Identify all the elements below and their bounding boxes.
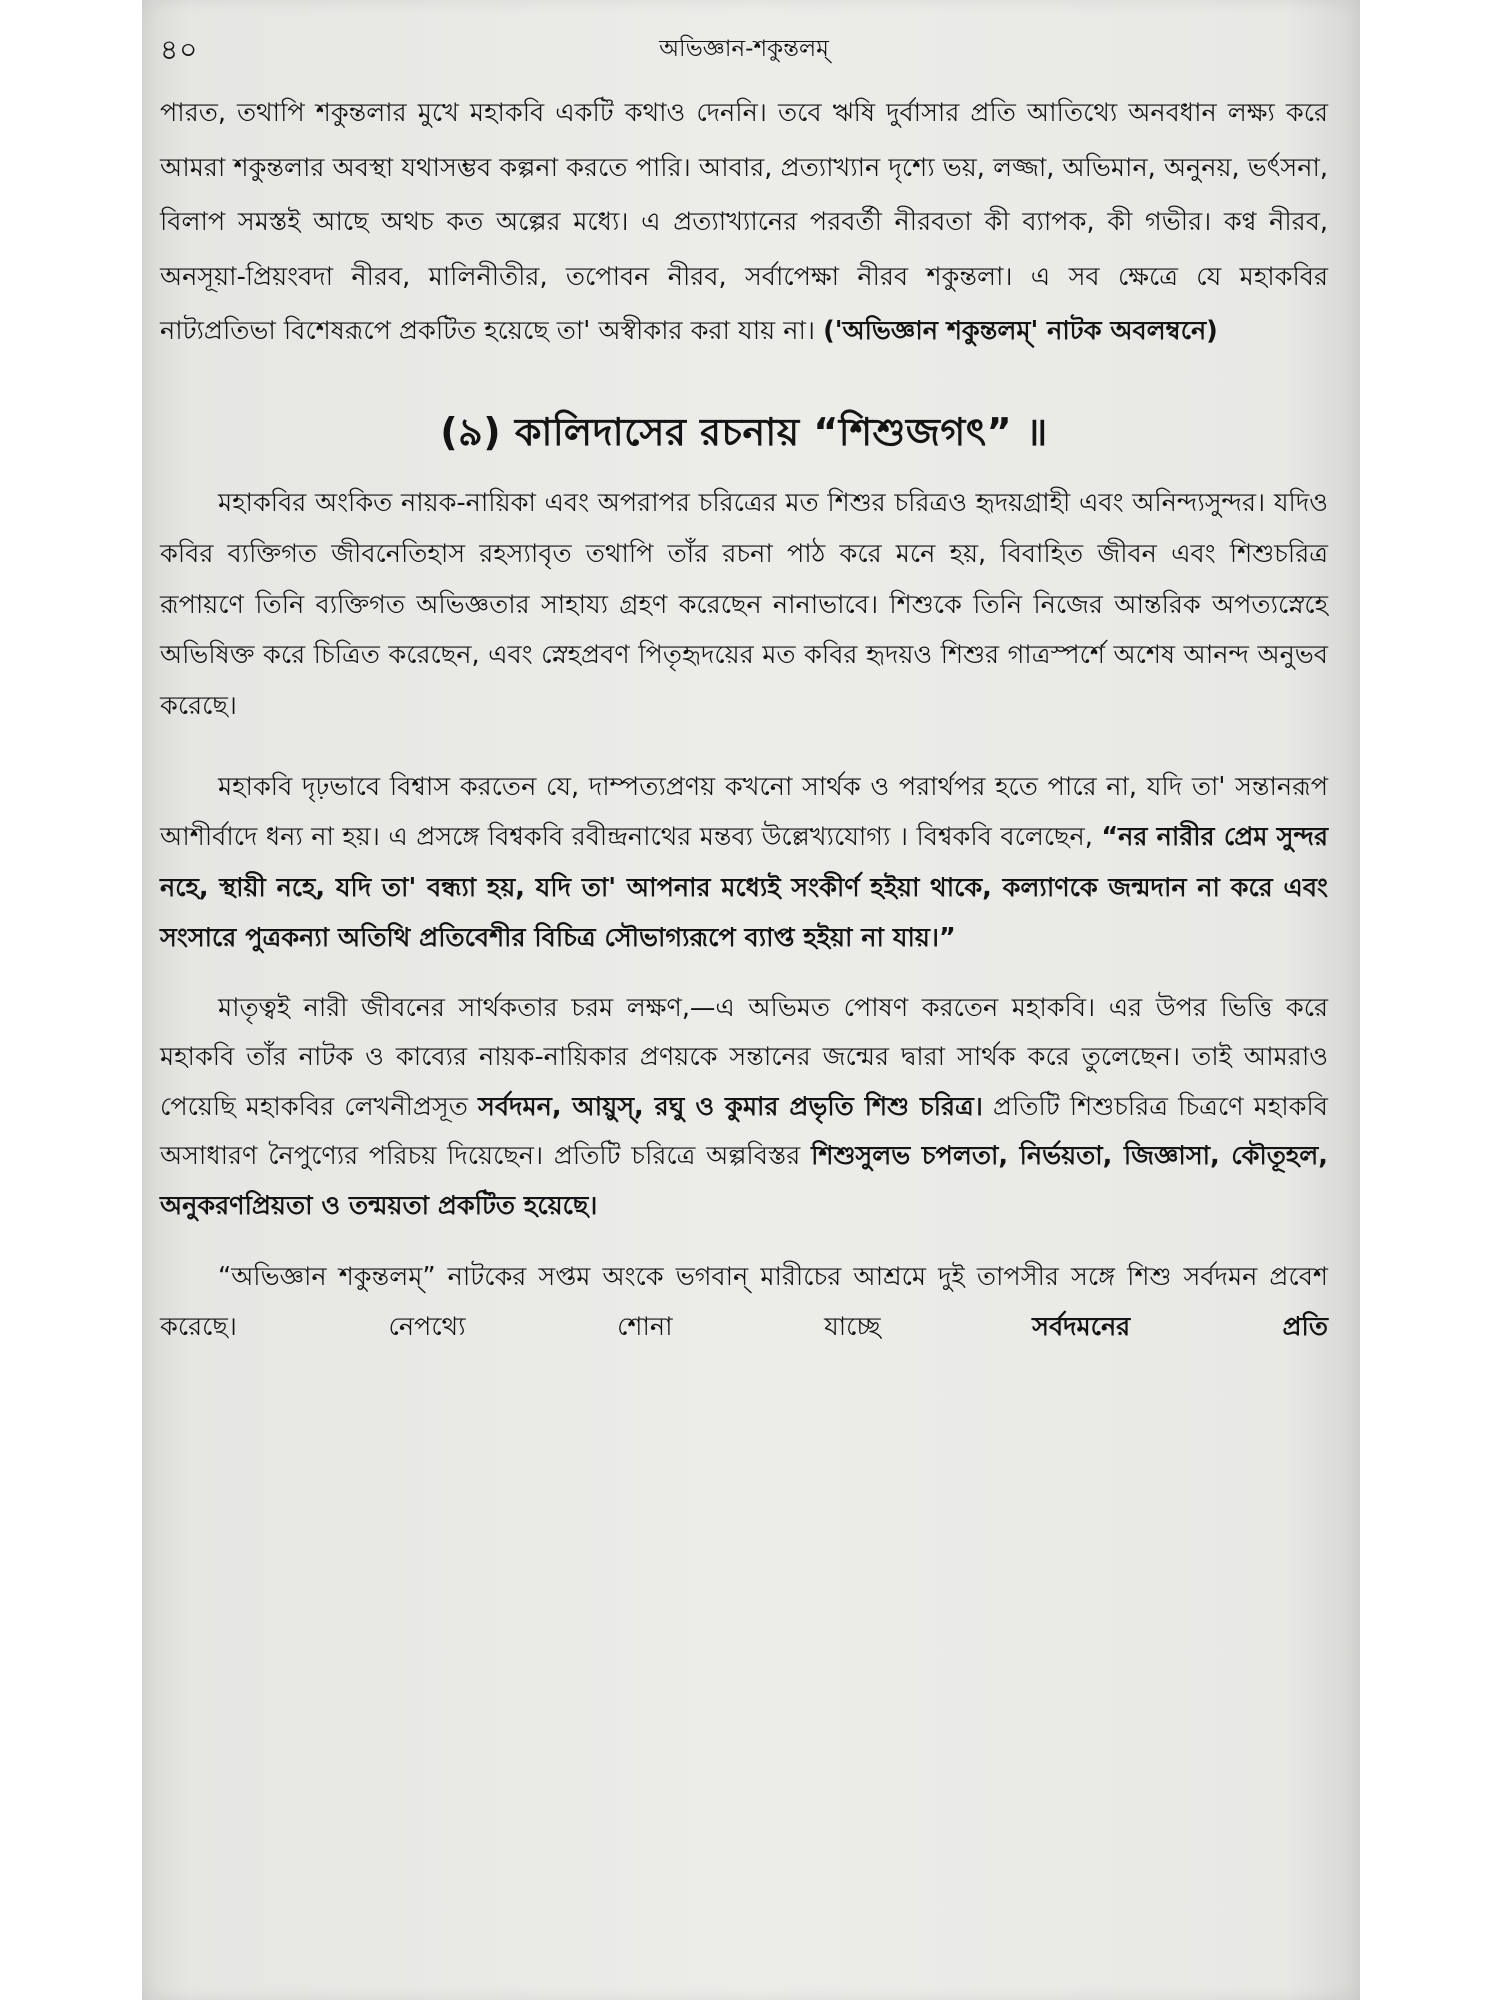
page-header (160, 28, 1328, 86)
paragraph-4-text-b: প্রতিটি শিশুচরিত্র চিত্রণে মহাকবি অসাধারণ নৈপুণ্যের পরিচয় দিয়েছেন। প্রতিটি চরিত্রে অল্পবিস্তর (160, 1091, 1328, 1172)
paragraph-5 (160, 1252, 1328, 1353)
paragraph-3 (160, 762, 1328, 964)
child-traits: শিশুসুলভ চপলতা, নির্ভয়তা, জিজ্ঞাসা, কৌতূহল, অনুকরণপ্রিয়তা ও তন্ময়তা প্রকটিত হয়েছে। (160, 1141, 1328, 1221)
paragraph-5-text: “অভিজ্ঞান শকুন্তলম্” নাটকের সপ্তম অংকে ভগবান্ মারীচের আশ্রমে দুই তাপসীর সঙ্গে শিশু সর্বদমন প্রবেশ করেছে। নেপথ্যে শোনা যাচ্ছে (160, 1261, 1328, 1343)
paragraph-1-text: পারত, তথাপি শকুন্তলার মুখে মহাকবি একটি কথাও দেননি। তবে ঋষি দুর্বাসার প্রতি আতিথ্যে অনবধান লক্ষ্য করে আমরা শকুন্তলার অবস্থা যথাসম্ভব কল্পনা করতে পারি। আবার, প্রত্যাখ্যান দৃশ্যে ভয়, লজ্জা, অভিমান, অনুনয়, ভর্ৎসনা, বিলাপ সমস্তই আছে অথচ কত অল্পের মধ্যে। এ প্রত্যাখ্যানের পরবর্তী নীরবতা কী ব্যাপক, কী গভীর। কণ্ব নীরব, অনসূয়া-প্রিয়ংবদা নীরব, মালিনীতীর, তপোবন নীরব, সর্বাপেক্ষা নীরব শকুন্তলা। এ সব ক্ষেত্রে যে মহাকবির নাট্যপ্রতিভা বিশেষরূপে প্রকটিত হয়েছে তা' অস্বীকার করা যায় না। (160, 98, 1328, 347)
section-heading: (৯) কালিদাসের রচনায় “শিশুজগৎ” ॥ (440, 409, 1048, 454)
paragraph-2: মহাকবির অংকিত নায়ক-নায়িকা এবং অপরাপর চরিত্রের মত শিশুর চরিত্রও হৃদয়গ্রাহী এবং অনিন্দ্যসুন্দর। যদিও কবির ব্যক্তিগত জীবনেতিহাস রহস্যাবৃত তথাপি তাঁর রচনা পাঠ করে মনে হয়, বিবাহিত জীবন এবং শিশুচরিত্র রূপায়ণে তিনি ব্যক্তিগত অভিজ্ঞতার সাহায্য গ্রহণ করেছেন নানাভাবে। শিশুকে তিনি নিজের আন্তরিক অপত্যস্নেহে অভিষিক্ত করে চিত্রিত করেছেন, এবং স্নেহপ্রবণ পিতৃহৃদয়ের মত কবির হৃদয়ও শিশুর গাত্রস্পর্শে অশেষ আনন্দ অনুভব করেছে। (160, 487, 1328, 722)
paragraph-4 (160, 984, 1328, 1232)
child-character-names: সর্বদমন, আয়ুস্, রঘু ও কুমার প্রভৃতি শিশু চরিত্র। (478, 1091, 983, 1122)
rabindranath-quote: “নর নারীর প্রেম সুন্দর নহে, স্থায়ী নহে, যদি তা' বন্ধ্যা হয়, যদি তা' আপনার মধ্যেই সংকীর্ণ হইয়া থাকে, কল্যাণকে জন্মদান না করে এবং সংসারে পুত্রকন্যা অতিথি প্রতিবেশীর বিচিত্র সৌভাগ্যরূপে ব্যাপ্ত হইয়া না যায়।” (160, 822, 1328, 954)
paragraph-1-source-note: ('অভিজ্ঞান শকুন্তলম্' নাটক অবলম্বনে) (823, 316, 1218, 347)
paragraph-1 (160, 86, 1328, 359)
paragraph-4-text-a: মাতৃত্বই নারী জীবনের সার্থকতার চরম লক্ষণ,—এ অভিমত পোষণ করতেন মহাকবি। এর উপর ভিত্তি করে মহাকবি তাঁর নাটক ও কাব্যের নায়ক-নায়িকার প্রণয়কে সন্তানের জন্মের দ্বারা সার্থক করে তুলেছেন। তাই আমরাও পেয়েছি মহাকবির লেখনীপ্রসূত (160, 992, 1328, 1122)
page-number: ৪০ (160, 33, 199, 66)
page-content (160, 28, 1328, 1353)
scanned-page (142, 0, 1360, 2000)
paragraph-3-text: মহাকবি দৃঢ়ভাবে বিশ্বাস করতেন যে, দাম্পত্যপ্রণয় কখনো সার্থক ও পরার্থপর হতে পারে না, যদি তা' সন্তানরূপ আশীর্বাদে ধন্য না হয়। এ প্রসঙ্গে বিশ্বকবি রবীন্দ্রনাথের মন্তব্য উল্লেখ্যযোগ্য । বিশ্বকবি বলেছেন, (160, 771, 1328, 853)
paragraph-5-bold-tail: সর্বদমনের প্রতি (1032, 1312, 1328, 1343)
running-title: অভিজ্ঞান-শকুন্তলম্ (659, 36, 829, 62)
